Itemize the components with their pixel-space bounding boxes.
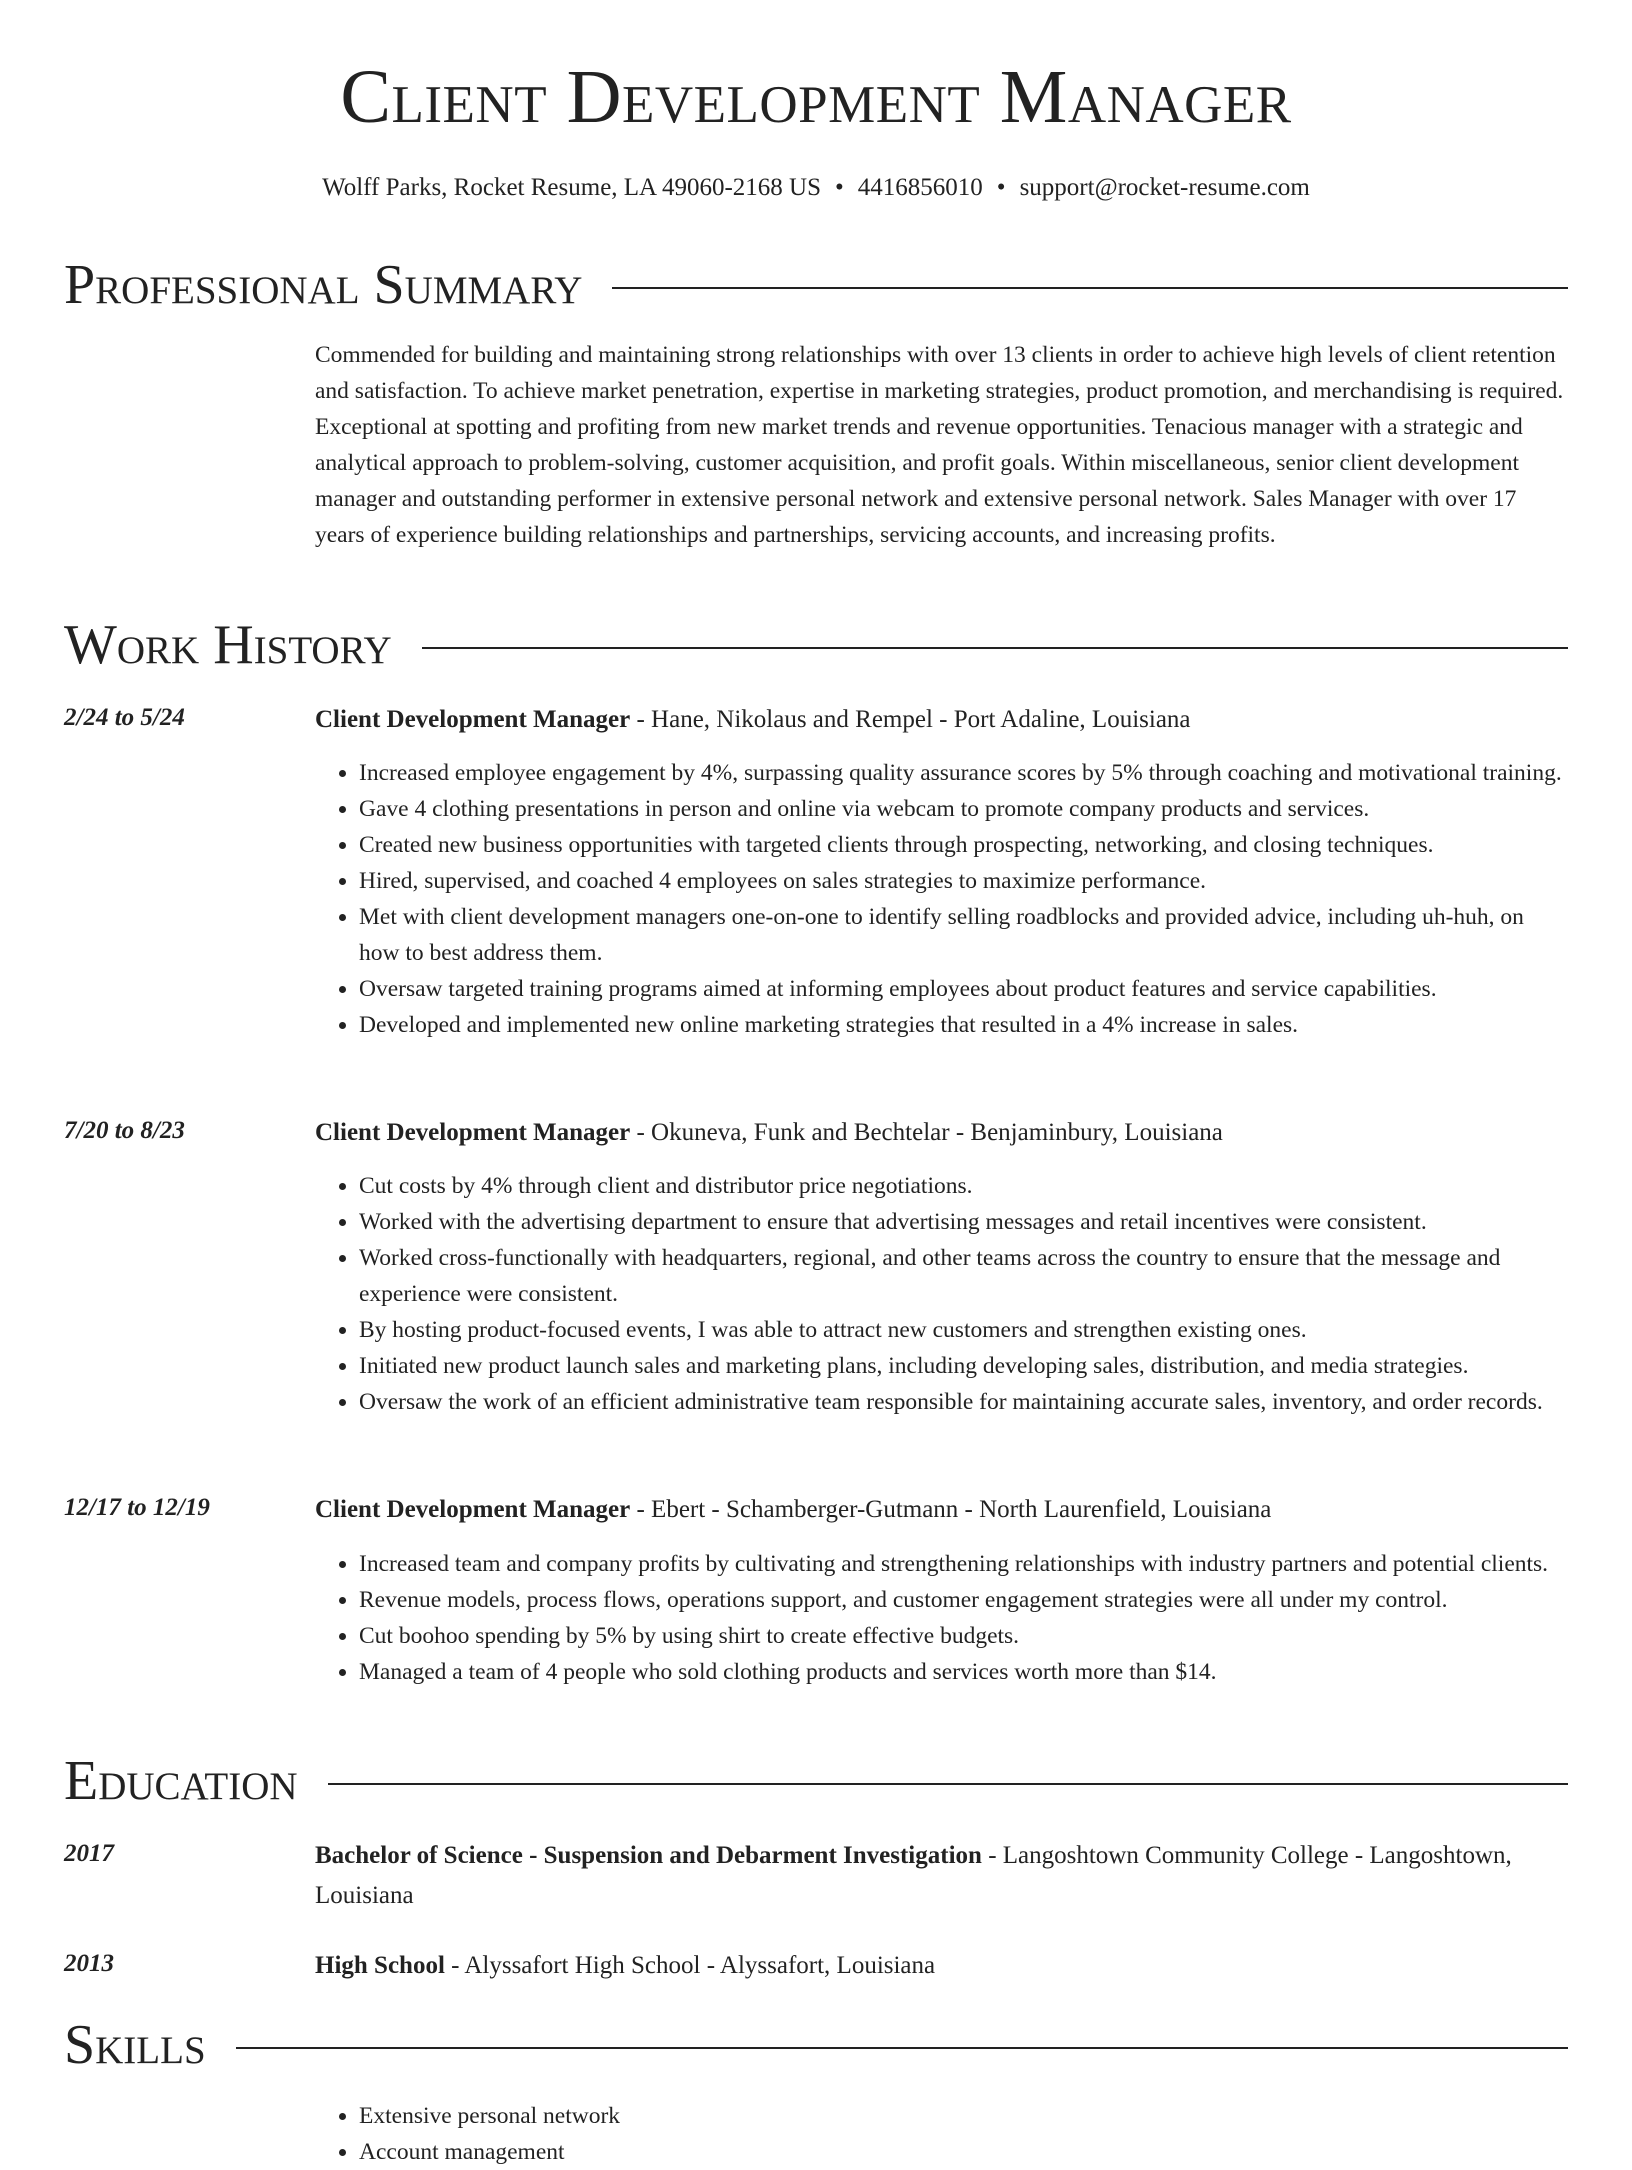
list-item: • Met with client development managers one-on-one to identify selling roadblocks and provided advice, including uh-huh, on how to best address them. bbox=[359, 899, 1568, 971]
school-details: - Langoshtown Community College - Langoshtown, Louisiana bbox=[315, 1842, 1512, 1909]
education-heading bbox=[315, 1836, 1568, 1916]
work-bullets bbox=[315, 1546, 1568, 1690]
contact-line bbox=[0, 172, 1632, 205]
work-bullets bbox=[315, 1168, 1568, 1420]
job-details: - Hane, Nikolaus and Rempel - Port Adaline, Louisiana bbox=[630, 706, 1191, 733]
section-title: Professional Summary bbox=[64, 254, 583, 316]
section-header-skills bbox=[64, 2012, 1568, 2079]
work-bullets bbox=[315, 755, 1568, 1043]
work-heading bbox=[315, 1113, 1568, 1153]
list-item: • Oversaw the work of an efficient administrative team responsible for maintaining accurate sales, inventory, and order records. bbox=[359, 1384, 1568, 1420]
list-item: • Worked with the advertising department to ensure that advertising messages and retail incentives were consistent. bbox=[359, 1204, 1568, 1240]
section-title: Skills bbox=[64, 2014, 206, 2076]
education-heading bbox=[315, 1946, 1568, 1986]
list-item: • Increased team and company profits by cultivating and strengthening relationships with industry partners and potential clients. bbox=[359, 1546, 1568, 1582]
skills-list bbox=[315, 2098, 1568, 2170]
contact-address: Wolff Parks, Rocket Resume, LA 49060-2168 US bbox=[322, 174, 822, 201]
education-date: 2017 bbox=[64, 1840, 114, 1867]
list-item: • Developed and implemented new online marketing strategies that resulted in a 4% increase in sales. bbox=[359, 1007, 1568, 1043]
work-date: 12/17 to 12/19 bbox=[64, 1494, 210, 1521]
list-item: • Hired, supervised, and coached 4 employees on sales strategies to maximize performance. bbox=[359, 863, 1568, 899]
section-divider bbox=[422, 647, 1568, 649]
section-header-education bbox=[64, 1748, 1568, 1815]
section-divider bbox=[328, 1783, 1568, 1785]
section-divider bbox=[236, 2047, 1568, 2049]
list-item: • Cut boohoo spending by 5% by using shirt to create effective budgets. bbox=[359, 1618, 1568, 1654]
job-title: Client Development Manager bbox=[315, 706, 631, 733]
job-title: Client Development Manager bbox=[315, 1496, 631, 1523]
summary-text: Commended for building and maintaining strong relationships with over 13 clients in order to achieve high levels of client retention and satisfaction. To achieve market penetration, expertise in marketing strategies, product promotion, and merchandising is required. Exceptional at spotting and profiting from new market trends and revenue opportunities. Tenacious manager with a strategic and analytical approach to problem-solving, customer acquisition, and profit goals. Within miscellaneous, senior client development manager and outstanding performer in extensive personal network and extensive personal network. Sales Manager with over 17 years of experience building relationships and partnerships, servicing accounts, and increasing profits. bbox=[315, 342, 1564, 548]
list-item: • By hosting product-focused events, I was able to attract new customers and strengthen existing ones. bbox=[359, 1312, 1568, 1348]
list-item: • Gave 4 clothing presentations in person and online via webcam to promote company products and services. bbox=[359, 791, 1568, 827]
job-details: - Ebert - Schamberger-Gutmann - North Laurenfield, Louisiana bbox=[630, 1496, 1272, 1523]
contact-phone: 4416856010 bbox=[857, 174, 983, 201]
skill-item: • Account management bbox=[359, 2134, 929, 2170]
work-date: 7/20 to 8/23 bbox=[64, 1117, 185, 1144]
section-header-summary bbox=[64, 252, 1568, 319]
work-heading bbox=[315, 1490, 1568, 1530]
contact-separator: • bbox=[835, 174, 844, 201]
section-title: Work History bbox=[64, 614, 392, 676]
job-details: - Okuneva, Funk and Bechtelar - Benjaminbury, Louisiana bbox=[630, 1119, 1223, 1146]
list-item: • Worked cross-functionally with headquarters, regional, and other teams across the country to ensure that the message and experience were consistent. bbox=[359, 1240, 1568, 1312]
job-title: Client Development Manager bbox=[315, 1119, 631, 1146]
list-item: • Initiated new product launch sales and marketing plans, including developing sales, distribution, and media strategies. bbox=[359, 1348, 1568, 1384]
degree-title: High School bbox=[315, 1952, 445, 1979]
education-date: 2013 bbox=[64, 1950, 114, 1977]
school-details: - Alyssafort High School - Alyssafort, Louisiana bbox=[444, 1952, 936, 1979]
work-date: 2/24 to 5/24 bbox=[64, 704, 185, 731]
section-divider bbox=[612, 287, 1568, 289]
skill-item: • Extensive personal network bbox=[359, 2098, 929, 2134]
degree-title: Bachelor of Science - Suspension and Debarment Investigation bbox=[315, 1842, 982, 1869]
contact-email: support@rocket-resume.com bbox=[1019, 174, 1310, 201]
list-item: • Increased employee engagement by 4%, surpassing quality assurance scores by 5% through coaching and motivational training. bbox=[359, 755, 1568, 791]
resume-name-title: Client Development Manager bbox=[340, 55, 1292, 139]
list-item: • Cut costs by 4% through client and distributor price negotiations. bbox=[359, 1168, 1568, 1204]
list-item: • Managed a team of 4 people who sold clothing products and services worth more than $14. bbox=[359, 1654, 1568, 1690]
section-title: Education bbox=[64, 1750, 298, 1812]
work-heading bbox=[315, 700, 1568, 740]
list-item: • Created new business opportunities with targeted clients through prospecting, networking, and closing techniques. bbox=[359, 827, 1568, 863]
list-item: • Revenue models, process flows, operations support, and customer engagement strategies were all under my control. bbox=[359, 1582, 1568, 1618]
contact-separator: • bbox=[996, 174, 1006, 201]
list-item: • Oversaw targeted training programs aimed at informing employees about product features and service capabilities. bbox=[359, 971, 1568, 1007]
section-header-work-history bbox=[64, 612, 1568, 679]
